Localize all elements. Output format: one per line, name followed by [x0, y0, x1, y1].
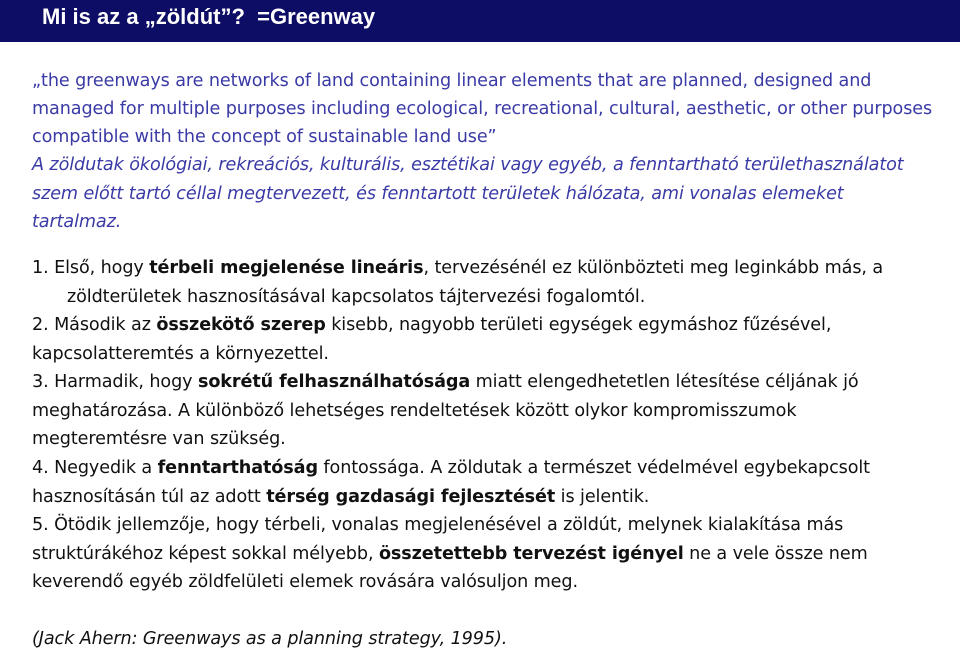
item-highlight: térség gazdasági fejlesztését: [266, 486, 556, 507]
item-text: miatt elengedhetetlen létesítése céljának jó meghatározása. A különböző lehetséges rendeltetések között olykor kompromisszumok megteremtésre van szükség.: [32, 372, 859, 449]
citation: (Jack Ahern: Greenways as a planning strategy, 1995).: [32, 629, 508, 649]
list-item: [32, 311, 932, 368]
item-text: kisebb, nagyobb területi egységek egymáshoz fűzésével, kapcsolatteremtés a környezettel.: [32, 315, 832, 364]
list-item: [32, 454, 932, 511]
item-highlight: fenntarthatóság: [157, 458, 318, 478]
item-text: ne a vele össze nem keverendő egyéb zöldfelületi elemek rovására valósuljon meg.: [32, 543, 868, 592]
list-item: [32, 511, 932, 597]
title-bar: [0, 0, 960, 42]
item-highlight: összetettebb tervezést igényel: [378, 543, 684, 564]
item-text: 4. Negyedik a: [32, 458, 158, 478]
item-text: , tervezésénél ez különbözteti meg leginkább más, a zöldterületek hasznosításával kapcsolatos tájtervezési fogalomtól.: [67, 258, 884, 307]
slide-title: Mi is az a „zöldút”? =Greenway: [42, 4, 376, 29]
item-highlight: sokrétű felhasználhatósága: [197, 372, 471, 392]
item-text: is jelentik.: [555, 486, 650, 507]
definition-quote: „the greenways are networks of land containing linear elements that are planned, designed and managed for multiple purposes including ecological, recreational, cultural, aesthetic, or other purposes compatible with the concept of sustainable land use”: [32, 71, 933, 147]
list-item: [32, 368, 932, 454]
item-text: 5. Ötödik jellemzője, hogy térbeli, vonalas megjelenésével a zöldút, melynek kialakítása más struktúrákéhoz képest sokkal mélyebb,: [32, 515, 844, 564]
definition-translation: A zöldutak ökológiai, rekreációs, kulturális, esztétikai vagy egyéb, a fenntartható területhasználatot szem előtt tartó céllal megtervezett, és fenntartott területek hálózata, ami vonalas elemeket tartalmaz.: [32, 155, 904, 232]
item-text: 3. Harmadik, hogy: [32, 372, 198, 392]
item-text: fontossága. A zöldutak a természet védelmével egybekapcsolt hasznosításán túl az adott: [32, 458, 870, 507]
list-item: [32, 254, 960, 311]
item-text: 1. Első, hogy: [32, 258, 150, 278]
item-highlight: összekötő szerep: [156, 315, 326, 335]
item-highlight: térbeli megjelenése lineáris: [149, 258, 424, 278]
item-text: 2. Második az: [32, 315, 157, 335]
